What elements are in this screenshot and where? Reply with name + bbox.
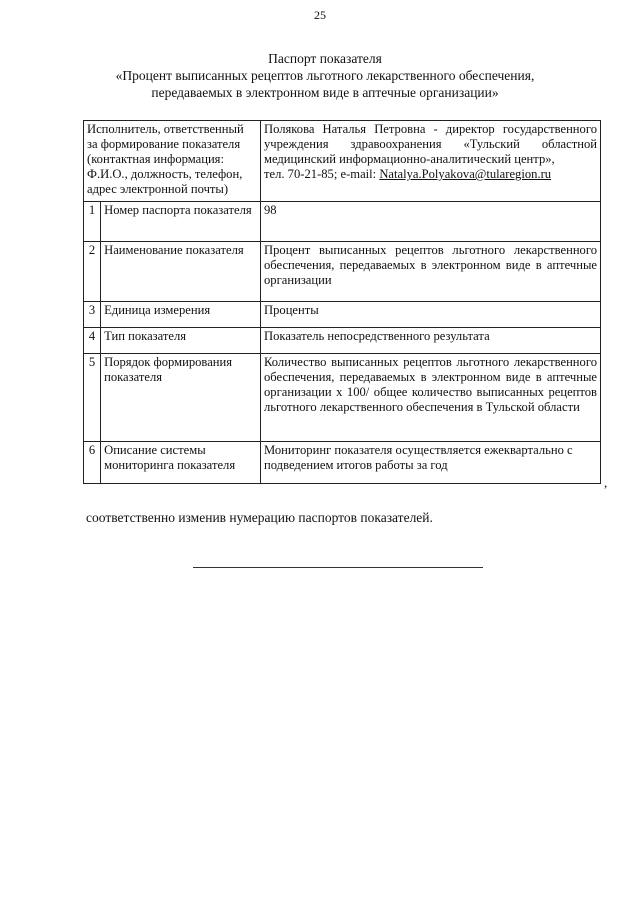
row-name: Наименование показателя [101, 242, 261, 302]
row-number: 3 [84, 302, 101, 328]
table-row [84, 328, 601, 354]
row-value: Проценты [261, 302, 601, 328]
row-name: Номер паспорта показателя [101, 202, 261, 242]
executor-email-link[interactable]: Natalya.Polyakova@tularegion.ru [379, 167, 552, 181]
row-value: Показатель непосредственного результата [261, 328, 601, 354]
table-row [84, 242, 601, 302]
row-value: 98 [261, 202, 601, 242]
separator-line [193, 567, 483, 568]
row-number: 6 [84, 442, 101, 484]
row-name: Описание системы мониторинга показателя [101, 442, 261, 484]
row-name: Порядок формирования показателя [101, 354, 261, 442]
table-row [84, 354, 601, 442]
table-row [84, 302, 601, 328]
executor-value [261, 121, 601, 202]
trailing-comma: , [604, 475, 608, 490]
executor-text: Полякова Наталья Петровна - директор государственного учреждения здравоохранения «Тульский областной медицинский информационно-аналитический центр», [264, 122, 597, 166]
table-row [84, 202, 601, 242]
row-number: 1 [84, 202, 101, 242]
row-value: Мониторинг показателя осуществляется ежеквартально с подведением итогов работы за год [261, 442, 601, 484]
title-line-3: передаваемых в электронном виде в аптечные организации» [151, 85, 499, 100]
row-number: 2 [84, 242, 101, 302]
row-number: 4 [84, 328, 101, 354]
document-title [60, 50, 590, 101]
row-value: Количество выписанных рецептов льготного лекарственного обеспечения, передаваемых в электронном виде в аптечные организации х 100/ общее количество выписанных рецептов льготного лекарственного обеспечения в Тульской области [261, 354, 601, 442]
passport-table [83, 120, 601, 484]
executor-phone: тел. 70-21-85; e-mail: [264, 167, 380, 181]
page-number: 25 [314, 8, 326, 22]
executor-label: Исполнитель, ответственный за формирование показателя (контактная информация: Ф.И.О., должность, телефон, адрес электронной почты) [84, 121, 261, 202]
row-number: 5 [84, 354, 101, 442]
title-line-1: Паспорт показателя [268, 51, 382, 66]
executor-row [84, 121, 601, 202]
closing-text: соответственно изменив нумерацию паспортов показателей. [86, 510, 433, 525]
title-line-2: «Процент выписанных рецептов льготного лекарственного обеспечения, [115, 68, 535, 83]
row-name: Тип показателя [101, 328, 261, 354]
row-name: Единица измерения [101, 302, 261, 328]
table-row [84, 442, 601, 484]
row-value: Процент выписанных рецептов льготного лекарственного обеспечения, передаваемых в электронном виде в аптечные организации [261, 242, 601, 302]
